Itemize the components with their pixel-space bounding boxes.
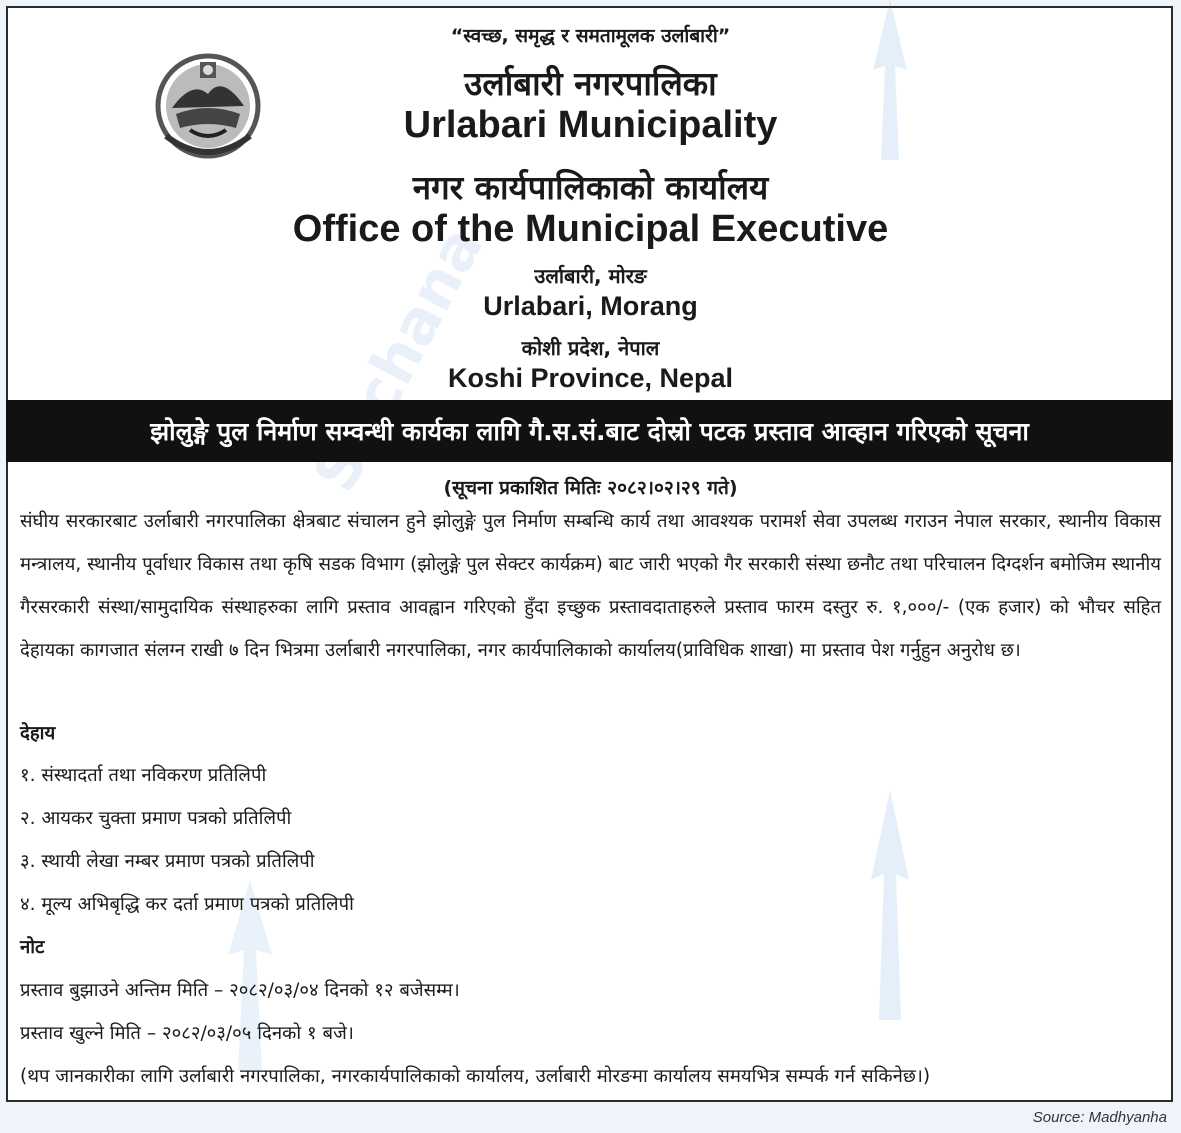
office-name-nepali: नगर कार्यपालिकाको कार्यालय [412, 168, 769, 207]
list-item: १. संस्थादर्ता तथा नविकरण प्रतिलिपी [20, 765, 267, 786]
deadline-note: प्रस्ताव बुझाउने अन्तिम मिति – २०८२/०३/०४ दिनको १२ बजेसम्म। [20, 980, 460, 1001]
province-nepali: कोशी प्रदेश, नेपाल [521, 336, 660, 360]
location-english: Urlabari, Morang [483, 291, 698, 321]
slogan: “स्वच्छ, समृद्ध र समतामूलक उर्लाबारी” [450, 25, 731, 47]
province-english: Koshi Province, Nepal [447, 363, 734, 393]
notice-title-banner [6, 400, 1173, 462]
list-heading: देहाय [20, 723, 56, 744]
note-heading: नोट [20, 937, 45, 958]
contact-note: (थप जानकारीका लागि उर्लाबारी नगरपालिका, नगरकार्यपालिकाको कार्यालय, उर्लाबारी मोरङमा कार्यालय समयभित्र सम्पर्क गर्न सकिनेछ।) [20, 1066, 931, 1087]
municipality-name-english: Urlabari Municipality [403, 104, 778, 146]
notice-body: संघीय सरकारबाट उर्लाबारी नगरपालिका क्षेत्रबाट संचालन हुने झोलुङ्गे पुल निर्माण सम्बन्धि कार्य तथा आवश्यक परामर्श सेवा उपलब्ध गराउन नेपाल सरकार, स्थानीय विकास मन्त्रालय, स्थानीय पूर्वाधार विकास तथा कृषि सडक विभाग (झोलुङ्गे पुल सेक्टर कार्यक्रम) बाट जारी भएको गैर सरकारी संस्था छनौट तथा परिचालन दिग्दर्शन बमोजिम स्थानीय गैरसरकारी संस्था/सामुदायिक संस्थाहरुका लागि प्रस्ताव आवह्वान गरिएको हुँदा इच्छुक प्रस्तावदाताहरुले प्रस्ताव फारम दस्तुर रु. १,०००/- (एक हजार) को भौचर सहित देहायका कागजात संलग्न राखी ७ दिन भित्रमा उर्लाबारी नगरपालिका, नगर कार्यपालिकाको कार्यालय(प्राविधिक शाखा) मा प्रस्ताव पेश गर्नुहुन अनुरोध छ। [20, 511, 1161, 661]
publication-date: (सूचना प्रकाशित मितिः २०८२।०२।२९ गते) [443, 477, 738, 499]
list-item: २. आयकर चुक्ता प्रमाण पत्रको प्रतिलिपी [20, 808, 292, 829]
municipality-name-nepali: उर्लाबारी नगरपालिका [464, 64, 717, 103]
notice-title: झोलुङ्गे पुल निर्माण सम्वन्धी कार्यका लागि गै.स.सं.बाट दोस्रो पटक प्रस्ताव आव्हान गरिएको सूचना [150, 417, 1029, 446]
list-item: ४. मूल्य अभिबृद्धि कर दर्ता प्रमाण पत्रको प्रतिलिपी [20, 894, 354, 915]
source-credit: Source: Madhyanha [1032, 1109, 1167, 1126]
list-item: ३. स्थायी लेखा नम्बर प्रमाण पत्रको प्रतिलिपी [20, 851, 315, 872]
opening-note: प्रस्ताव खुल्ने मिति – २०८२/०३/०५ दिनको १ बजे। [20, 1023, 354, 1044]
office-name-english: Office of the Municipal Executive [292, 208, 889, 250]
location-nepali: उर्लाबारी, मोरङ [534, 264, 647, 288]
